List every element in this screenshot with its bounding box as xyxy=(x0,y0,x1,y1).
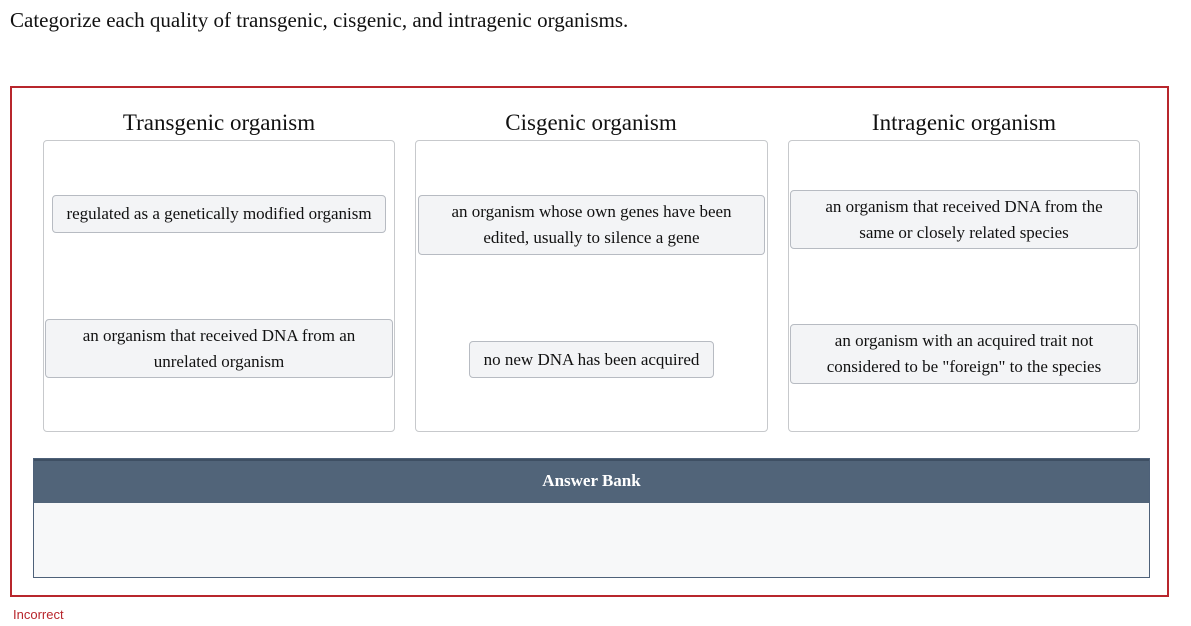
card-transgenic-2[interactable]: an organism that received DNA from an unrelated organism xyxy=(45,319,393,378)
card-cisgenic-1[interactable]: an organism whose own genes have been edited, usually to silence a gene xyxy=(418,195,765,255)
card-intragenic-2[interactable]: an organism with an acquired trait not considered to be "foreign" to the species xyxy=(790,324,1138,384)
column-title-transgenic: Transgenic organism xyxy=(122,110,316,135)
bucket-cisgenic[interactable] xyxy=(415,140,768,432)
answer-bank-title: Answer Bank xyxy=(542,471,641,490)
answer-bank-header xyxy=(34,459,1149,503)
column-title-intragenic: Intragenic organism xyxy=(871,110,1057,135)
bucket-intragenic[interactable] xyxy=(788,140,1140,432)
status-message: Incorrect xyxy=(13,607,64,622)
column-title-cisgenic: Cisgenic organism xyxy=(505,110,677,135)
answer-bank[interactable] xyxy=(33,458,1150,578)
card-intragenic-1[interactable]: an organism that received DNA from the same or closely related species xyxy=(790,190,1138,249)
bucket-transgenic[interactable] xyxy=(43,140,395,432)
card-transgenic-1[interactable]: regulated as a genetically modified organism xyxy=(52,195,386,233)
question-prompt: Categorize each quality of transgenic, cisgenic, and intragenic organisms. xyxy=(10,8,629,32)
card-cisgenic-2[interactable]: no new DNA has been acquired xyxy=(469,341,714,378)
answer-bank-header-line xyxy=(34,459,1149,461)
